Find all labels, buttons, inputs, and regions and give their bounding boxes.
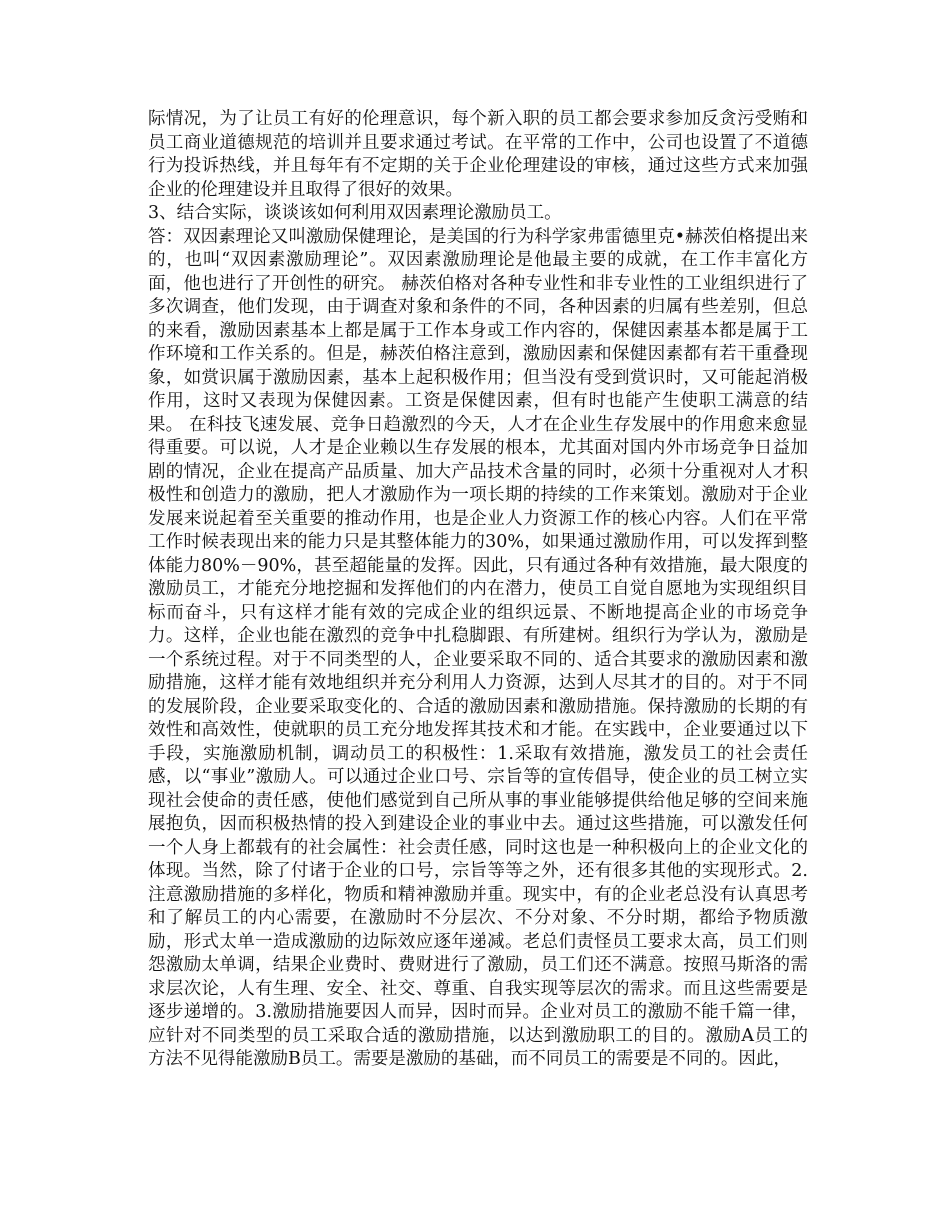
question-heading: 3、结合实际，谈谈该如何利用双因素理论激励员工。 (148, 203, 562, 223)
answer-paragraph: 答：双因素理论又叫激励保健理论，是美国的行为科学家弗雷德里克•赫茨伯格提出来的，也叫“双因素激励理论”。双因素激励理论是他最主要的成就，在工作丰富化方面，他也进行了开创性的研究。 赫茨伯格对各种专业性和非专业性的工业组织进行了多次调查，他们发现，由于调查对象和条件的不同，各种因素的归属有些差别，但总的来看，激励因素基本上都是属于工作本身或工作内容的，保健因素基本都是属于工作环境和工作关系的。但是，赫茨伯格注意到，激励因素和保健因素都有若干重叠现象，如赏识属于激励因素，基本上起积极作用；但当没有受到赏识时，又可能起消极作用，这时又表现为保健因素。工资是保健因素，但有时也能产生使职工满意的结果。 在科技飞速发展、竞争日趋激烈的今天，人才在企业生存发展中的作用愈来愈显得重要。可以说，人才是企业赖以生存发展的根本，尤其面对国内外市场竞争日益加剧的情况，企业在提高产品质量、加大产品技术含量的同时，必须十分重视对人才积极性和创造力的激励，把人才激励作为一项长期的持续的工作来策划。激励对于企业发展来说起着至关重要的推动作用，也是企业人力资源工作的核心内容。人们在平常工作时候表现出来的能力只是其整体能力的30%，如果通过激励作用，可以发挥到整体能力80%－90%，甚至超能量的发挥。因此，只有通过各种有效措施，最大限度的激励员工，才能充分地挖掘和发挥他们的内在潜力，使员工自觉自愿地为实现组织目标而奋斗，只有这样才能有效的完成企业的组织远景、不断地提高企业的市场竞争力。这样，企业也能在激烈的竞争中扎稳脚跟、有所建树。组织行为学认为，激励是一个系统过程。对于不同类型的人，企业要采取不同的、适合其要求的激励因素和激励措施，这样才能有效地组织并充分利用人力资源，达到人尽其才的目的。对于不同的发展阶段，企业要采取变化的、合适的激励因素和激励措施。保持激励的长期的有效性和高效性，使就职的员工充分地发挥其技术和才能。在实践中，企业要通过以下手段，实施激励机制，调动员工的积极性：1.采取有效措施，激发员工的社会责任感，以“事业”激励人。可以通过企业口号、宗旨等的宣传倡导，使企业的员工树立实现社会使命的责任感，使他们感觉到自己所从事的事业能够提供给他足够的空间来施展抱负，因而积极热情的投入到建设企业的事业中去。通过这些措施，可以激发任何一个人身上都载有的社会属性：社会责任感，同时这也是一种积极向上的企业文化的体现。当然，除了付诸于企业的口号，宗旨等等之外，还有很多其他的实现形式。2.注意激励措施的多样化，物质和精神激励并重。现实中，有的企业老总没有认真思考和了解员工的内心需要，在激励时不分层次、不分对象、不分时期，都给予物质激励，形式太单一造成激励的边际效应逐年递减。老总们责怪员工要求太高，员工们则怨激励太单调，结果企业费时、费财进行了激励，员工们还不满意。按照马斯洛的需求层次论，人有生理、安全、社交、尊重、自我实现等层次的需求。而且这些需要是逐步递增的。3.激励措施要因人而异，因时而异。企业对员工的激励不能千篇一律，应针对不同类型的员工采取合适的激励措施，以达到激励职工的目的。激励A员工的方法不见得能激励B员工。需要是激励的基础，而不同员工的需要是不同的。因此， (148, 226, 808, 1069)
document-page (148, 108, 808, 1072)
paragraph-ethics-conclusion: 际情况，为了让员工有好的伦理意识，每个新入职的员工都会要求参加反贪污受贿和员工商业道德规范的培训并且要求通过考试。在平常的工作中，公司也设置了不道德行为投诉热线，并且每年有不定期的关于企业伦理建设的审核，通过这些方式来加强企业的伦理建设并且取得了很好的效果。 (148, 109, 808, 200)
